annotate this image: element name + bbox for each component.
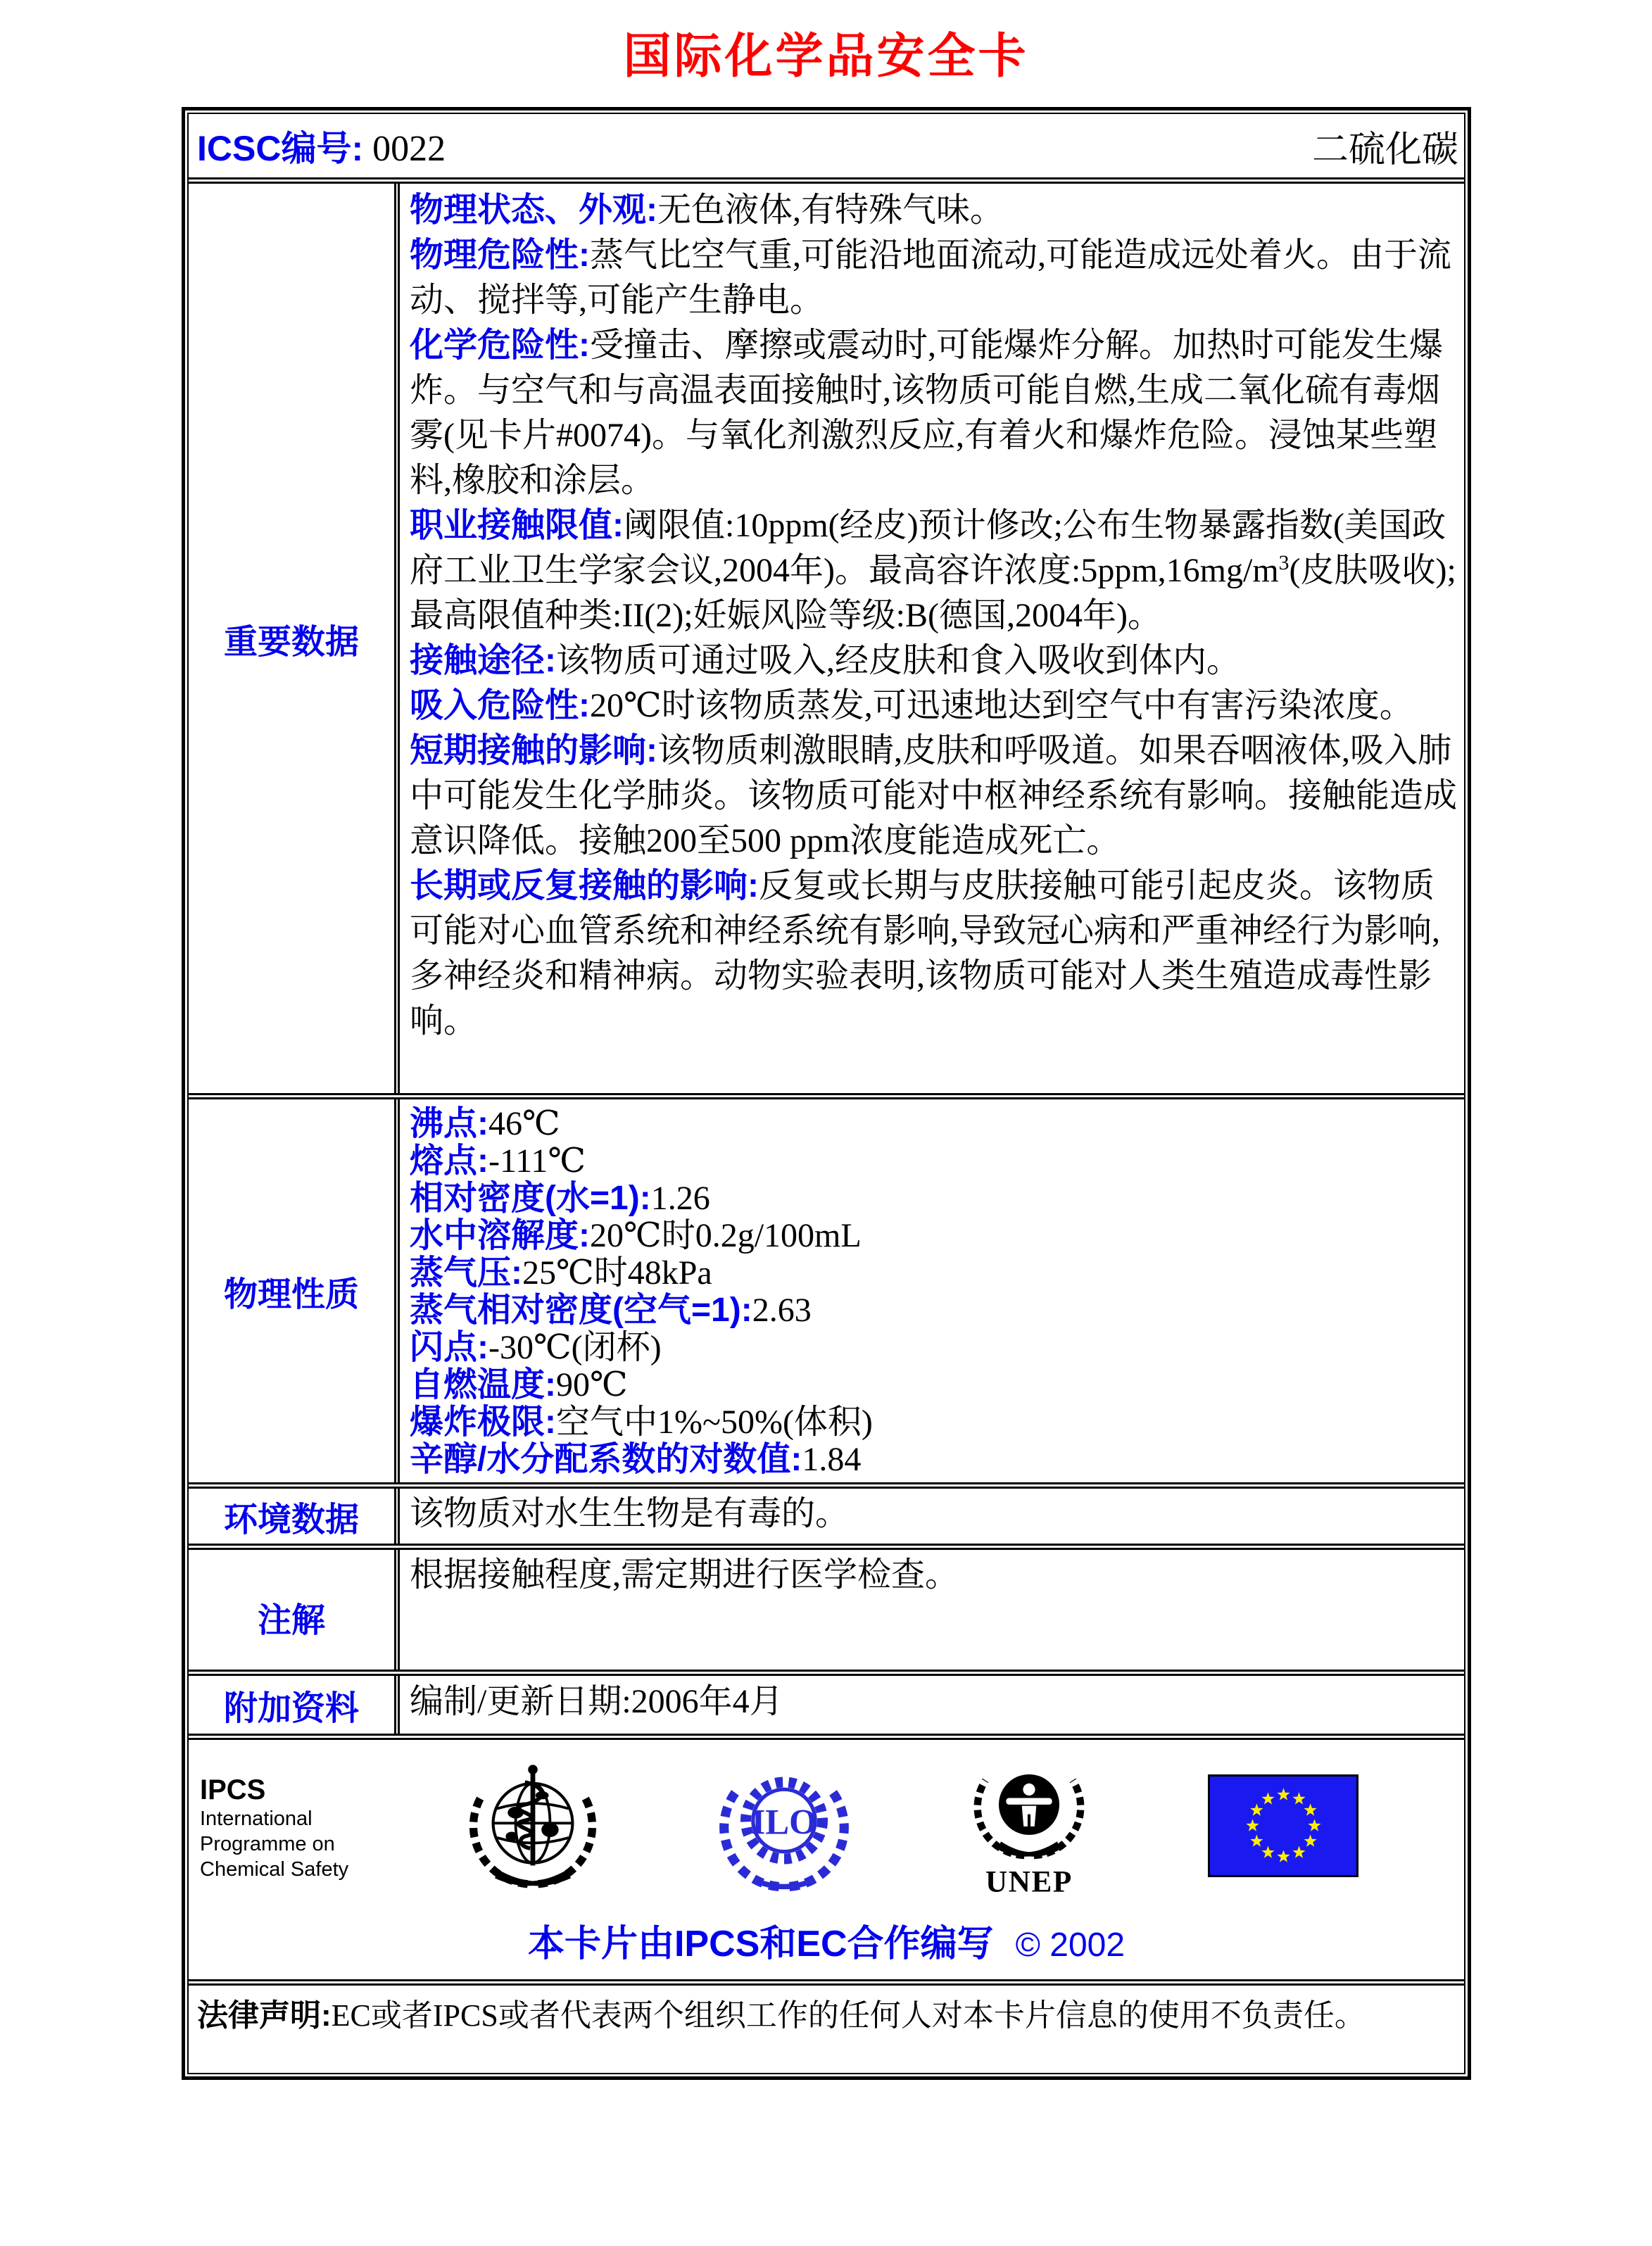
notes-row	[189, 1544, 1464, 1670]
property-value: 空气中1%~50%(体积)	[556, 1403, 873, 1441]
environmental-data-content: 该物质对水生生物是有毒的。	[410, 1495, 850, 1532]
property-value: 2.63	[752, 1292, 812, 1329]
property-label: 辛醇/水分配系数的对数值:	[410, 1441, 802, 1478]
important-item	[410, 728, 1457, 864]
property-label: 相对密度(水=1):	[410, 1180, 651, 1217]
legal-label: 法律声明:	[197, 1998, 332, 2033]
icsc-number-label: ICSC编号:	[197, 129, 364, 168]
property-value: 1.84	[802, 1441, 862, 1478]
physical-property	[410, 1217, 1457, 1254]
property-label: 沸点:	[410, 1105, 488, 1142]
additional-info-row	[189, 1670, 1464, 1734]
ilo-letters: ILO	[751, 1802, 817, 1842]
physical-properties-content	[400, 1099, 1464, 1482]
item-label: 短期接触的影响:	[410, 732, 657, 769]
item-text: 该物质刺激眼睛,皮肤和呼吸道。如果吞咽液体,吸入肺中可能发生化学肺炎。该物质可能对中枢神经系统有影响。接触能造成意识降低。接触200至500 ppm浓度能造成死亡。	[410, 732, 1458, 859]
physical-property	[410, 1403, 1457, 1441]
ipcs-text-block	[200, 1774, 348, 1882]
physical-property	[410, 1366, 1457, 1403]
item-label: 接触途径:	[410, 642, 556, 679]
ipcs-line: Chemical Safety	[200, 1857, 349, 1881]
additional-info-content: 编制/更新日期:2006年4月	[410, 1683, 783, 1720]
property-label: 蒸气压:	[410, 1254, 522, 1292]
superscript-3: 3	[1278, 551, 1290, 574]
section-label-environment: 环境数据	[189, 1489, 400, 1544]
icsc-card-table	[182, 107, 1471, 2080]
unep-wordmark: UNEP	[985, 1865, 1073, 1899]
section-label-physical: 物理性质	[189, 1099, 400, 1482]
item-text: (皮肤吸收);最高限值种类:II(2);妊娠风险等级:B(德国,2004年)。	[410, 552, 1456, 634]
item-label: 物理状态、外观:	[410, 191, 657, 229]
physical-property	[410, 1329, 1457, 1366]
environmental-data-row	[189, 1482, 1464, 1544]
important-item	[410, 188, 1457, 233]
property-value: -30℃(闭杯)	[488, 1329, 662, 1366]
section-label-notes: 注解	[189, 1550, 400, 1670]
physical-property	[410, 1441, 1457, 1478]
who-emblem-icon	[467, 1760, 599, 1895]
property-label: 水中溶解度:	[410, 1217, 590, 1254]
physical-properties-row	[189, 1093, 1464, 1482]
eu-flag-icon	[1208, 1774, 1358, 1881]
property-value: 25℃时48kPa	[522, 1254, 712, 1292]
notes-content: 根据接触程度,需定期进行医学检查。	[410, 1556, 959, 1594]
item-label: 职业接触限值:	[410, 507, 624, 544]
legal-row	[189, 1979, 1464, 2073]
important-data-row	[189, 177, 1464, 1093]
important-item	[410, 503, 1457, 638]
item-label: 吸入危险性:	[410, 687, 590, 724]
icsc-number-value: 0022	[372, 129, 446, 169]
ilo-emblem-icon	[718, 1760, 850, 1895]
important-item	[410, 323, 1457, 503]
page-title: 国际化学品安全卡	[623, 30, 1029, 83]
item-text: 20℃时该物质蒸发,可迅速地达到空气中有害污染浓度。	[590, 687, 1413, 724]
legal-text: EC或者IPCS或者代表两个组织工作的任何人对本卡片信息的使用不负责任。	[331, 1998, 1366, 2033]
copyright-text: © 2002	[1015, 1926, 1125, 1964]
property-label: 自燃温度:	[410, 1366, 556, 1403]
important-item	[410, 683, 1457, 728]
important-data-content	[400, 184, 1464, 1093]
item-label: 物理危险性:	[410, 236, 590, 274]
icsc-number-cell	[197, 120, 446, 171]
important-item	[410, 233, 1457, 323]
unep-emblem-icon	[969, 1751, 1090, 1904]
property-value: -111℃	[488, 1142, 586, 1180]
logos-row	[189, 1734, 1464, 1967]
section-label-additional: 附加资料	[189, 1676, 400, 1734]
caption-text: 本卡片由IPCS和EC合作编写	[527, 1924, 994, 1964]
item-text: 该物质可通过吸入,经皮肤和食入吸收到体内。	[556, 642, 1241, 679]
property-value: 1.26	[650, 1180, 710, 1217]
item-text: 阈限值:10ppm(经皮)预计修改;公布生物暴露指数(美国政府工业卫生学家会议,2004年)。最高容许浓度:5ppm,16mg/m	[410, 507, 1446, 589]
logo-strip	[189, 1740, 1464, 1904]
item-label: 化学危险性:	[410, 327, 590, 364]
section-label-important: 重要数据	[189, 184, 400, 1093]
ipcs-line: International	[200, 1807, 313, 1830]
property-label: 爆炸极限:	[410, 1403, 556, 1441]
footer-caption	[189, 1914, 1464, 1967]
property-value: 46℃	[488, 1105, 560, 1142]
physical-property	[410, 1292, 1457, 1329]
item-text: 无色液体,有特殊气味。	[657, 191, 1004, 229]
important-item	[410, 864, 1457, 1044]
ipcs-title: IPCS	[200, 1774, 266, 1805]
property-label: 蒸气相对密度(空气=1):	[410, 1292, 752, 1329]
item-text: 受撞击、摩擦或震动时,可能爆炸分解。加热时可能发生爆炸。与空气和与高温表面接触时,该物质可能自燃,生成二氧化硫有毒烟雾(见卡片#0074)。与氧化剂激烈反应,有着火和爆炸危险。浸蚀某些塑料,橡胶和涂层。	[410, 327, 1444, 499]
physical-property	[410, 1142, 1457, 1180]
property-label: 熔点:	[410, 1142, 488, 1180]
ipcs-line: Programme on	[200, 1832, 335, 1855]
physical-property	[410, 1180, 1457, 1217]
item-text: 蒸气比空气重,可能沿地面流动,可能造成远处着火。由于流动、搅拌等,可能产生静电。	[410, 236, 1452, 319]
property-value: 20℃时0.2g/100mL	[590, 1217, 862, 1254]
chemical-name: 二硫化碳	[1311, 130, 1458, 170]
property-value: 90℃	[556, 1366, 628, 1403]
important-item	[410, 638, 1457, 683]
item-label: 长期或反复接触的影响:	[410, 867, 759, 904]
physical-property	[410, 1105, 1457, 1142]
header-row	[189, 114, 1464, 177]
item-text: 反复或长期与皮肤接触可能引起皮炎。该物质可能对心血管系统和神经系统有影响,导致冠心病和严重神经行为影响,多神经炎和精神病。动物实验表明,该物质可能对人类生殖造成毒性影响。	[410, 867, 1441, 1040]
physical-property	[410, 1254, 1457, 1292]
icsc-card-table-inner	[187, 113, 1465, 2074]
property-label: 闪点:	[410, 1329, 488, 1366]
